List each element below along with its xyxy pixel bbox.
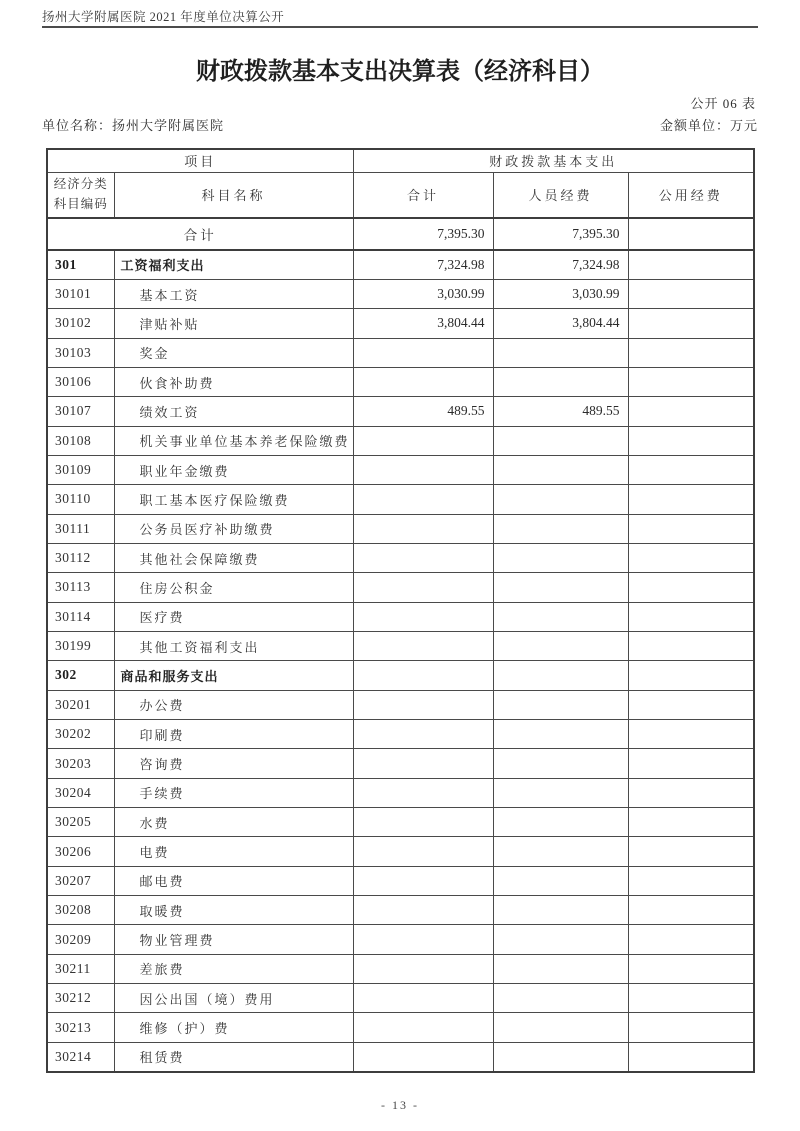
table-row <box>47 1042 754 1071</box>
row-total <box>353 866 493 895</box>
row-total: 3,804.44 <box>353 309 493 338</box>
row-personnel: 489.55 <box>493 397 628 426</box>
row-personnel <box>493 661 628 690</box>
row-code: 30204 <box>47 778 114 807</box>
row-total: 3,030.99 <box>353 279 493 308</box>
row-personnel <box>493 1013 628 1042</box>
table-row <box>47 573 754 602</box>
page-number: - 13 - <box>381 1098 419 1112</box>
table-row <box>47 896 754 925</box>
table-row <box>47 250 754 279</box>
row-name: 取暖费 <box>114 896 353 925</box>
row-personnel <box>493 485 628 514</box>
row-total <box>353 1013 493 1042</box>
header-public-funds: 公用经费 <box>628 172 754 218</box>
table-row <box>47 397 754 426</box>
row-personnel <box>493 426 628 455</box>
row-name: 因公出国（境）费用 <box>114 984 353 1013</box>
header-project: 项目 <box>47 149 353 172</box>
row-public <box>628 602 754 631</box>
table-row <box>47 543 754 572</box>
table-row <box>47 338 754 367</box>
grand-total-personnel: 7,395.30 <box>493 218 628 250</box>
row-name: 基本工资 <box>114 279 353 308</box>
row-personnel: 3,030.99 <box>493 279 628 308</box>
row-total <box>353 1042 493 1071</box>
row-code: 30113 <box>47 573 114 602</box>
row-code: 30208 <box>47 896 114 925</box>
row-code: 30209 <box>47 925 114 954</box>
row-total: 7,324.98 <box>353 250 493 279</box>
row-personnel <box>493 896 628 925</box>
header-personnel-funds: 人员经费 <box>493 172 628 218</box>
grand-total-public <box>628 218 754 250</box>
table-row <box>47 426 754 455</box>
row-public <box>628 1042 754 1071</box>
row-public <box>628 984 754 1013</box>
row-total <box>353 485 493 514</box>
row-public <box>628 455 754 484</box>
row-name: 邮电费 <box>114 866 353 895</box>
row-personnel <box>493 837 628 866</box>
header-economic-code <box>47 172 114 218</box>
row-code: 301 <box>47 250 114 279</box>
row-total <box>353 514 493 543</box>
table-row <box>47 455 754 484</box>
row-public <box>628 778 754 807</box>
row-code: 30112 <box>47 543 114 572</box>
table-row <box>47 602 754 631</box>
row-total <box>353 720 493 749</box>
table-row <box>47 808 754 837</box>
row-code: 30101 <box>47 279 114 308</box>
row-name: 商品和服务支出 <box>114 661 353 690</box>
table-body <box>47 250 754 1072</box>
row-name: 奖金 <box>114 338 353 367</box>
row-personnel <box>493 866 628 895</box>
row-code: 30111 <box>47 514 114 543</box>
page-title: 财政拨款基本支出决算表（经济科目） <box>196 59 604 85</box>
row-public <box>628 896 754 925</box>
header-row-columns <box>47 172 754 218</box>
row-personnel <box>493 984 628 1013</box>
table-row <box>47 984 754 1013</box>
table-row <box>47 1013 754 1042</box>
row-public <box>628 543 754 572</box>
row-code: 30213 <box>47 1013 114 1042</box>
row-public <box>628 397 754 426</box>
unit-name-label: 单位名称：扬州大学附属医院 <box>42 118 225 133</box>
row-personnel <box>493 455 628 484</box>
table-row <box>47 690 754 719</box>
row-total <box>353 808 493 837</box>
header-total: 合计 <box>353 172 493 218</box>
row-personnel <box>493 954 628 983</box>
row-total <box>353 367 493 396</box>
grand-total-label: 合计 <box>47 218 353 250</box>
row-code: 30212 <box>47 984 114 1013</box>
row-name: 印刷费 <box>114 720 353 749</box>
table-header <box>47 149 754 218</box>
row-personnel <box>493 514 628 543</box>
row-name: 医疗费 <box>114 602 353 631</box>
row-code: 30201 <box>47 690 114 719</box>
row-code: 30107 <box>47 397 114 426</box>
row-total <box>353 778 493 807</box>
row-code: 30103 <box>47 338 114 367</box>
row-public <box>628 749 754 778</box>
row-code: 30211 <box>47 954 114 983</box>
row-code: 30109 <box>47 455 114 484</box>
row-public <box>628 309 754 338</box>
row-total <box>353 984 493 1013</box>
row-total <box>353 543 493 572</box>
row-personnel <box>493 338 628 367</box>
grand-total-amount: 7,395.30 <box>353 218 493 250</box>
row-name: 物业管理费 <box>114 925 353 954</box>
row-public <box>628 690 754 719</box>
row-code: 30207 <box>47 866 114 895</box>
table-row <box>47 631 754 660</box>
row-public <box>628 485 754 514</box>
row-code: 30199 <box>47 631 114 660</box>
row-total <box>353 749 493 778</box>
row-public <box>628 720 754 749</box>
header-fiscal-basic-expenditure: 财政拨款基本支出 <box>353 149 754 172</box>
table-row <box>47 514 754 543</box>
table-row <box>47 309 754 338</box>
row-public <box>628 279 754 308</box>
row-name: 公务员医疗补助缴费 <box>114 514 353 543</box>
row-code: 30202 <box>47 720 114 749</box>
meta-row <box>42 115 758 134</box>
row-public <box>628 338 754 367</box>
row-name: 差旅费 <box>114 954 353 983</box>
row-name: 办公费 <box>114 690 353 719</box>
row-public <box>628 367 754 396</box>
row-public <box>628 573 754 602</box>
row-total <box>353 426 493 455</box>
table-row <box>47 720 754 749</box>
table-row <box>47 925 754 954</box>
row-code: 30205 <box>47 808 114 837</box>
row-public <box>628 954 754 983</box>
row-name: 其他工资福利支出 <box>114 631 353 660</box>
row-personnel <box>493 749 628 778</box>
row-name: 手续费 <box>114 778 353 807</box>
row-personnel <box>493 573 628 602</box>
table-row <box>47 749 754 778</box>
row-total <box>353 338 493 367</box>
row-name: 职业年金缴费 <box>114 455 353 484</box>
row-personnel <box>493 808 628 837</box>
document-header-note: 扬州大学附属医院 2021 年度单位决算公开 <box>42 10 285 24</box>
row-total: 489.55 <box>353 397 493 426</box>
row-code: 30206 <box>47 837 114 866</box>
table-row <box>47 485 754 514</box>
row-code: 30114 <box>47 602 114 631</box>
row-total <box>353 573 493 602</box>
row-personnel <box>493 690 628 719</box>
row-code: 30108 <box>47 426 114 455</box>
row-personnel <box>493 720 628 749</box>
row-personnel <box>493 631 628 660</box>
row-total <box>353 455 493 484</box>
row-public <box>628 866 754 895</box>
row-name: 水费 <box>114 808 353 837</box>
table-row <box>47 661 754 690</box>
amount-unit-label: 金额单位：万元 <box>659 118 758 133</box>
row-personnel <box>493 602 628 631</box>
table-number-label: 公开 06 表 <box>690 96 756 111</box>
row-personnel <box>493 925 628 954</box>
row-public <box>628 514 754 543</box>
row-code: 30110 <box>47 485 114 514</box>
row-total <box>353 837 493 866</box>
header-economic-code-line1: 经济分类 <box>53 177 108 192</box>
row-personnel <box>493 367 628 396</box>
row-code: 30106 <box>47 367 114 396</box>
row-public <box>628 808 754 837</box>
budget-table <box>46 148 755 1073</box>
row-public <box>628 1013 754 1042</box>
row-name: 绩效工资 <box>114 397 353 426</box>
row-personnel: 3,804.44 <box>493 309 628 338</box>
row-name: 伙食补助费 <box>114 367 353 396</box>
table-row <box>47 866 754 895</box>
row-public <box>628 631 754 660</box>
header-subject-name: 科目名称 <box>114 172 353 218</box>
row-public <box>628 661 754 690</box>
grand-total-row <box>47 218 754 250</box>
row-total <box>353 925 493 954</box>
row-name: 租赁费 <box>114 1042 353 1071</box>
row-personnel <box>493 1042 628 1071</box>
row-total <box>353 896 493 925</box>
table-row <box>47 837 754 866</box>
row-public <box>628 250 754 279</box>
row-code: 30102 <box>47 309 114 338</box>
table-row <box>47 778 754 807</box>
row-code: 30214 <box>47 1042 114 1071</box>
row-total <box>353 631 493 660</box>
header-divider-line <box>42 26 758 28</box>
row-name: 住房公积金 <box>114 573 353 602</box>
row-name: 职工基本医疗保险缴费 <box>114 485 353 514</box>
header-economic-code-line2: 科目编码 <box>53 196 108 211</box>
row-code: 302 <box>47 661 114 690</box>
row-name: 其他社会保障缴费 <box>114 543 353 572</box>
row-name: 咨询费 <box>114 749 353 778</box>
row-name: 维修（护）费 <box>114 1013 353 1042</box>
table-row <box>47 954 754 983</box>
table-row <box>47 367 754 396</box>
row-public <box>628 837 754 866</box>
row-personnel <box>493 778 628 807</box>
row-total <box>353 954 493 983</box>
table-row <box>47 279 754 308</box>
row-personnel <box>493 543 628 572</box>
row-total <box>353 690 493 719</box>
row-total <box>353 602 493 631</box>
row-personnel: 7,324.98 <box>493 250 628 279</box>
row-name: 电费 <box>114 837 353 866</box>
row-name: 机关事业单位基本养老保险缴费 <box>114 426 353 455</box>
row-name: 津贴补贴 <box>114 309 353 338</box>
header-row-groups <box>47 149 754 172</box>
row-public <box>628 925 754 954</box>
row-code: 30203 <box>47 749 114 778</box>
row-total <box>353 661 493 690</box>
row-name: 工资福利支出 <box>114 250 353 279</box>
row-public <box>628 426 754 455</box>
